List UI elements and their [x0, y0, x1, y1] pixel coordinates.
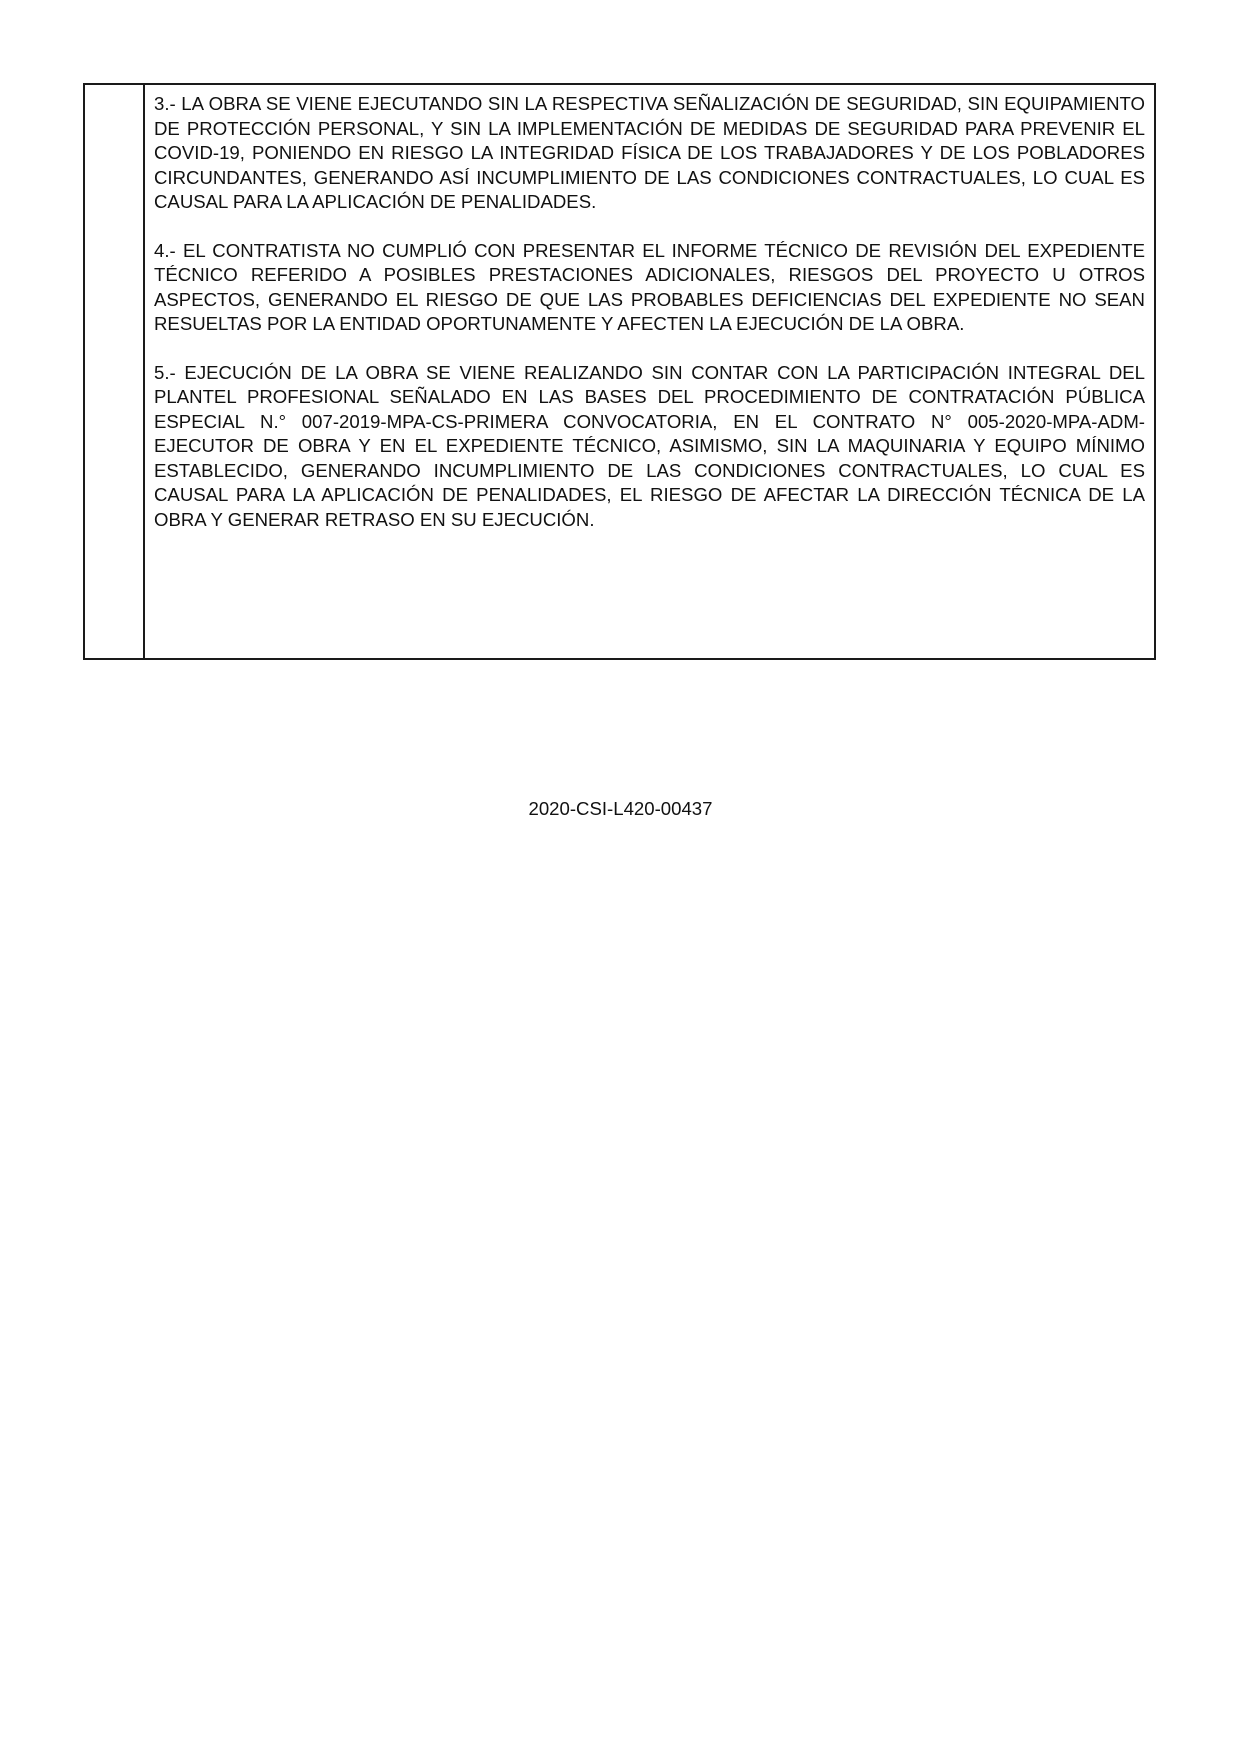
document-code: 2020-CSI-L420-00437 [528, 798, 713, 819]
index-column-cell [85, 85, 145, 658]
observation-paragraph-4: 4.- EL CONTRATISTA NO CUMPLIÓ CON PRESENTAR EL INFORME TÉCNICO DE REVISIÓN DEL EXPEDIENTE TÉCNICO REFERIDO A POSIBLES PRESTACIONES ADICIONALES, RIESGOS DEL PROYECTO U OTROS ASPECTOS, GENERANDO EL RIESGO DE QUE LAS PROBABLES DEFICIENCIAS DEL EXPEDIENTE NO SEAN RESUELTAS POR LA ENTIDAD OPORTUNAMENTE Y AFECTEN LA EJECUCIÓN DE LA OBRA. [154, 239, 1145, 334]
content-column-cell [145, 85, 1154, 658]
observation-paragraph-3: 3.- LA OBRA SE VIENE EJECUTANDO SIN LA RESPECTIVA SEÑALIZACIÓN DE SEGURIDAD, SIN EQUIPAMIENTO DE PROTECCIÓN PERSONAL, Y SIN LA IMPLEMENTACIÓN DE MEDIDAS DE SEGURIDAD PARA PREVENIR EL COVID-19, PONIENDO EN RIESGO LA INTEGRIDAD FÍSICA DE LOS TRABAJADORES Y DE LOS POBLADORES CIRCUNDANTES, GENERANDO ASÍ INCUMPLIMIENTO DE LAS CONDICIONES CONTRACTUALES, LO CUAL ES CAUSAL PARA LA APLICACIÓN DE PENALIDADES. [154, 93, 1145, 212]
observation-paragraph-5: 5.- EJECUCIÓN DE LA OBRA SE VIENE REALIZANDO SIN CONTAR CON LA PARTICIPACIÓN INTEGRAL DEL PLANTEL PROFESIONAL SEÑALADO EN LAS BASES DEL PROCEDIMIENTO DE CONTRATACIÓN PÚBLICA ESPECIAL N.° 007-2019-MPA-CS-PRIMERA CONVOCATORIA, EN EL CONTRATO N° 005-2020-MPA-ADM-EJECUTOR DE OBRA Y EN EL EXPEDIENTE TÉCNICO, ASIMISMO, SIN LA MAQUINARIA Y EQUIPO MÍNIMO ESTABLECIDO, GENERANDO INCUMPLIMIENTO DE LAS CONDICIONES CONTRACTUALES, LO CUAL ES CAUSAL PARA LA APLICACIÓN DE PENALIDADES, EL RIESGO DE AFECTAR LA DIRECCIÓN TÉCNICA DE LA OBRA Y GENERAR RETRASO EN SU EJECUCIÓN. [154, 361, 1145, 530]
observations-table [83, 83, 1156, 660]
